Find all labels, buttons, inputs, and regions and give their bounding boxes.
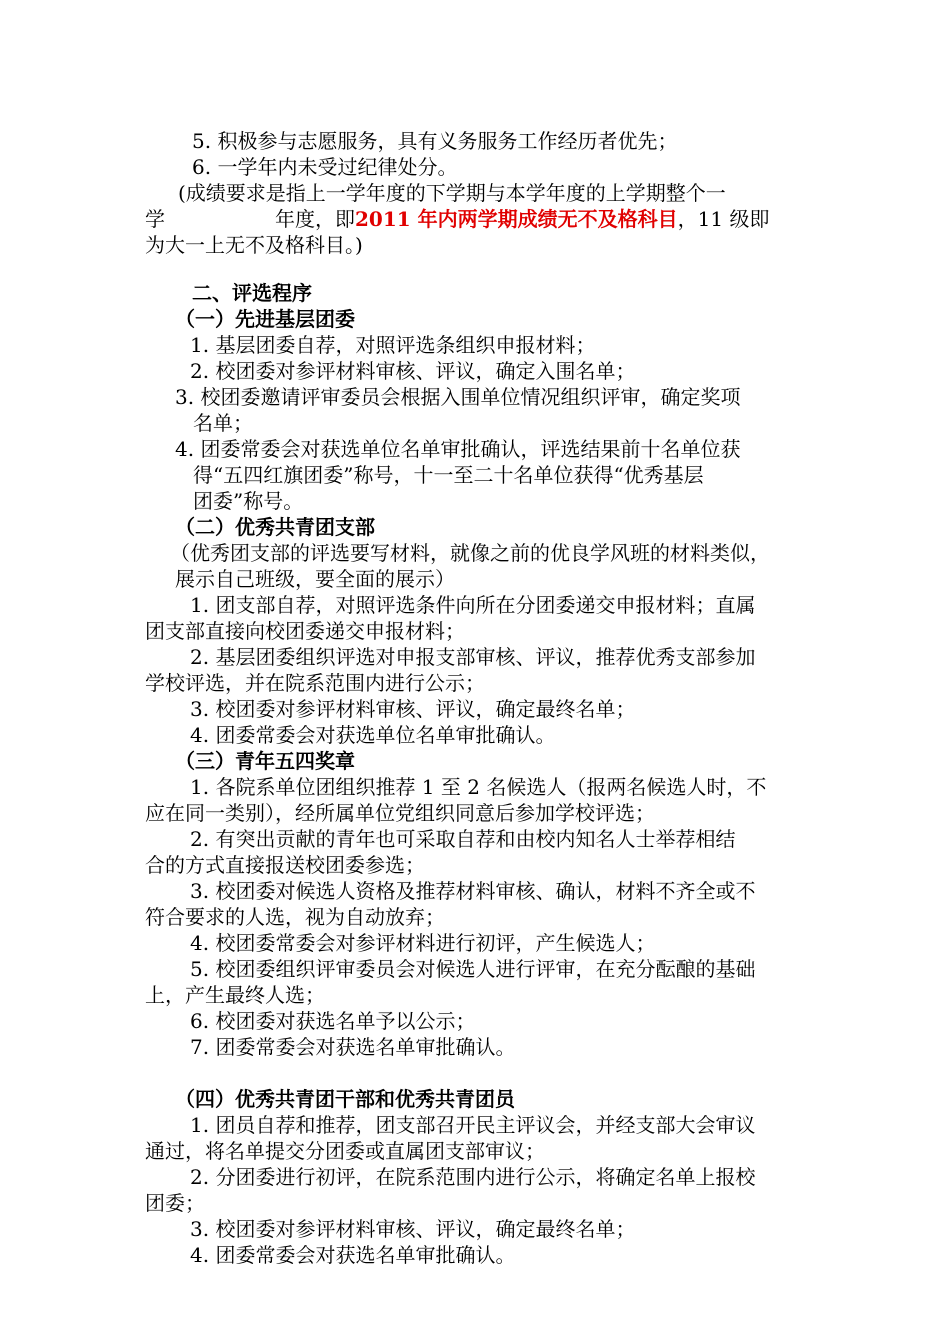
s1-item-3-line-2: 名单； — [193, 411, 253, 435]
s2-item-1-line-2: 团支部直接向校团委递交申报材料； — [145, 619, 465, 643]
s3-item-3-line-2: 符合要求的人选，视为自动放弃； — [145, 905, 445, 929]
s1-item-2: 2. 校团委对参评材料审核、评议，确定入围名单； — [190, 359, 636, 383]
subsection-2-heading: （二）优秀共青团支部 — [175, 515, 375, 539]
s4-item-3: 3. 校团委对参评材料审核、评议，确定最终名单； — [190, 1217, 636, 1241]
subsection-3-heading: （三）青年五四奖章 — [175, 749, 355, 773]
s3-item-5-line-1: 5. 校团委组织评审委员会对候选人进行评审，在充分酝酿的基础 — [190, 957, 756, 981]
s4-item-4: 4. 团委常委会对获选名单审批确认。 — [190, 1243, 516, 1267]
criteria-item-6: 6. 一学年内未受过纪律处分。 — [192, 155, 458, 179]
s2-item-4: 4. 团委常委会对获选单位名单审批确认。 — [190, 723, 556, 747]
grade-note-line-2 — [145, 206, 769, 232]
s2-note-line-2: 展示自己班级，要全面的展示） — [175, 567, 455, 591]
grade-note-line-1: (成绩要求是指上一学年度的下学期与本学年度的上学期整个一 — [178, 181, 726, 205]
criteria-item-5: 5. 积极参与志愿服务，具有义务服务工作经历者优先； — [192, 129, 678, 153]
s4-item-2-line-2: 团委； — [145, 1191, 205, 1215]
grade-note-prefix: 学 — [145, 207, 165, 231]
s2-item-1-line-1: 1. 团支部自荐，对照评选条件向所在分团委递交申报材料；直属 — [190, 593, 756, 617]
subsection-4-heading: （四）优秀共青团干部和优秀共青团员 — [175, 1087, 515, 1111]
s1-item-1: 1. 基层团委自荐，对照评选条组织申报材料； — [190, 333, 596, 357]
s4-item-2-line-1: 2. 分团委进行初评，在院系范围内进行公示，将确定名单上报校 — [190, 1165, 756, 1189]
grade-note-mid: 年度，即 — [275, 207, 355, 231]
s4-item-1-line-1: 1. 团员自荐和推荐，团支部召开民主评议会，并经支部大会审议 — [190, 1113, 756, 1137]
s3-item-2-line-2: 合的方式直接报送校团委参选； — [145, 853, 425, 877]
grade-note-suffix: ，11 级即 — [677, 207, 770, 231]
s3-item-3-line-1: 3. 校团委对候选人资格及推荐材料审核、确认，材料不齐全或不 — [190, 879, 756, 903]
s2-item-2-line-1: 2. 基层团委组织评选对申报支部审核、评议，推荐优秀支部参加 — [190, 645, 756, 669]
s3-item-1-line-2: 应在同一类别），经所属单位党组织同意后参加学校评选； — [145, 801, 655, 825]
s2-item-2-line-2: 学校评选，并在院系范围内进行公示； — [145, 671, 485, 695]
grade-note-line-3: 为大一上无不及格科目。) — [145, 233, 363, 257]
s3-item-4: 4. 校团委常委会对参评材料进行初评，产生候选人； — [190, 931, 656, 955]
s1-item-4-line-3: 团委”称号。 — [193, 489, 304, 513]
s2-item-3: 3. 校团委对参评材料审核、评议，确定最终名单； — [190, 697, 636, 721]
s3-item-2-line-1: 2. 有突出贡献的青年也可采取自荐和由校内知名人士举荐相结 — [190, 827, 736, 851]
s3-item-5-line-2: 上，产生最终人选； — [145, 983, 325, 1007]
s3-item-6: 6. 校团委对获选名单予以公示； — [190, 1009, 476, 1033]
s1-item-3-line-1: 3. 校团委邀请评审委员会根据入围单位情况组织评审，确定奖项 — [175, 385, 741, 409]
s3-item-7: 7. 团委常委会对获选名单审批确认。 — [190, 1035, 516, 1059]
s1-item-4-line-1: 4. 团委常委会对获选单位名单审批确认，评选结果前十名单位获 — [175, 437, 741, 461]
grade-note-highlight: 2011 年内两学期成绩无不及格科目 — [355, 207, 678, 231]
s2-note-line-1: （优秀团支部的评选要写材料，就像之前的优良学风班的材料类似， — [170, 541, 770, 565]
s4-item-1-line-2: 通过，将名单提交分团委或直属团支部审议； — [145, 1139, 545, 1163]
subsection-1-heading: （一）先进基层团委 — [175, 307, 355, 331]
s1-item-4-line-2: 得“五四红旗团委”称号，十一至二十名单位获得“优秀基层 — [193, 463, 704, 487]
section-2-heading: 二、评选程序 — [192, 281, 312, 305]
s3-item-1-line-1: 1. 各院系单位团组织推荐 1 至 2 名候选人（报两名候选人时，不 — [190, 775, 767, 799]
